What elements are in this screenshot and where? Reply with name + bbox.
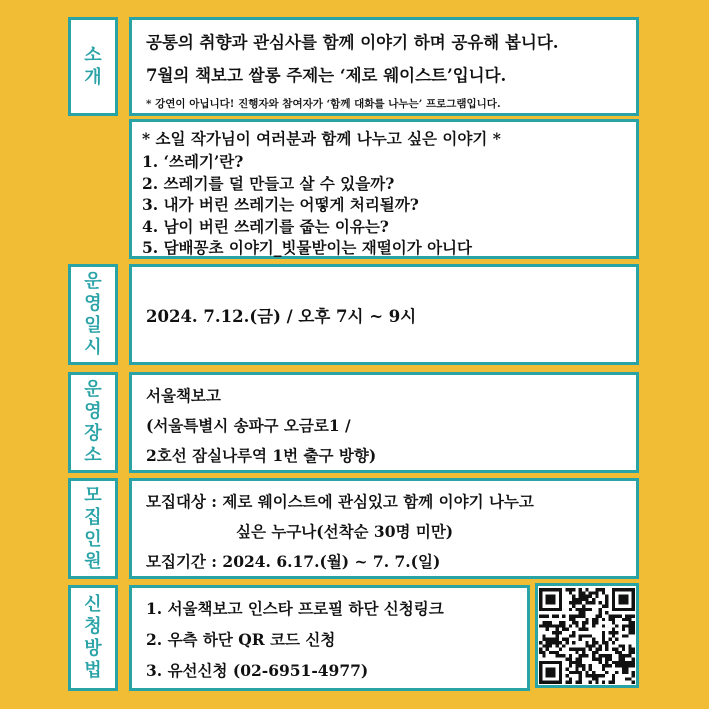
- label-char: 신: [84, 594, 102, 615]
- recruit-target-1: 모집대상 : 제로 웨이스트에 관심있고 함께 이야기 나누고: [146, 492, 534, 511]
- label-char: 법: [84, 660, 102, 681]
- apply-item: 1. 서울책보고 인스타 프로필 하단 신청링크: [146, 599, 444, 618]
- topics-box: [129, 119, 639, 259]
- label-recruit: [68, 478, 118, 579]
- topic-item: 3. 내가 버린 쓰레기는 어떻게 처리될까?: [142, 195, 419, 214]
- intro-line-1: 공통의 취향과 관심사를 함께 이야기 하며 공유해 봅니다.: [146, 33, 559, 52]
- venue-address-1: (서울특별시 송파구 오금로1 /: [146, 416, 351, 435]
- label-char: 인: [84, 528, 102, 550]
- recruit-target-2: 싶은 누구나(선착순 30명 미만): [236, 522, 454, 541]
- topic-item: 5. 담배꽁초 이야기_빗물받이는 재떨이가 아니다: [142, 238, 473, 257]
- label-char: 원: [84, 550, 102, 572]
- label-place: [68, 372, 118, 473]
- label-date: [68, 264, 118, 365]
- label-char: 영: [84, 292, 102, 314]
- qr-code-icon: [539, 588, 635, 684]
- label-char: 청: [84, 616, 102, 637]
- topic-item: 4. 남이 버린 쓰레기를 줍는 이유는?: [142, 217, 389, 236]
- topic-item: 2. 쓰레기를 덜 만들고 살 수 있을까?: [142, 174, 395, 193]
- venue-name: 서울책보고: [146, 386, 221, 405]
- apply-item: 3. 유선신청 (02-6951-4977): [146, 661, 369, 680]
- label-char: 장: [84, 422, 102, 444]
- label-char: 소: [84, 44, 102, 66]
- venue-box: [129, 372, 639, 473]
- label-char: 집: [84, 506, 102, 528]
- label-char: 방: [84, 638, 102, 659]
- intro-note: * 강연이 아닙니다! 진행자와 참여자가 ‘함께 대화를 나누는’ 프로그램입니다.: [146, 98, 501, 110]
- apply-item: 2. 우측 하단 QR 코드 신청: [146, 630, 336, 649]
- qr-code[interactable]: [535, 583, 639, 688]
- venue-address-2: 2호선 잠실나루역 1번 출구 방향): [146, 446, 377, 465]
- label-char: 영: [84, 400, 102, 422]
- recruit-period: 모집기간 : 2024. 6.17.(월) ~ 7. 7.(일): [146, 552, 441, 571]
- apply-box: [129, 585, 530, 691]
- intro-box: [129, 17, 639, 116]
- label-char: 일: [84, 314, 102, 336]
- topic-item: 1. ‘쓰레기’란?: [142, 152, 244, 171]
- label-char: 모: [84, 484, 102, 506]
- recruit-box: [129, 478, 639, 579]
- label-intro: [68, 17, 118, 116]
- label-char: 운: [84, 270, 102, 292]
- schedule-box: [129, 264, 639, 365]
- label-char: 소: [84, 444, 102, 466]
- topics-heading: * 소일 작가님이 여러분과 함께 나누고 싶은 이야기 *: [142, 129, 501, 148]
- label-apply: [68, 585, 118, 691]
- label-char: 시: [84, 336, 102, 358]
- label-char: 개: [84, 66, 102, 88]
- label-char: 운: [84, 378, 102, 400]
- intro-line-2: 7월의 책보고 쌀롱 주제는 ‘제로 웨이스트’입니다.: [146, 66, 507, 85]
- schedule-datetime: 2024. 7.12.(금) / 오후 7시 ~ 9시: [146, 307, 417, 326]
